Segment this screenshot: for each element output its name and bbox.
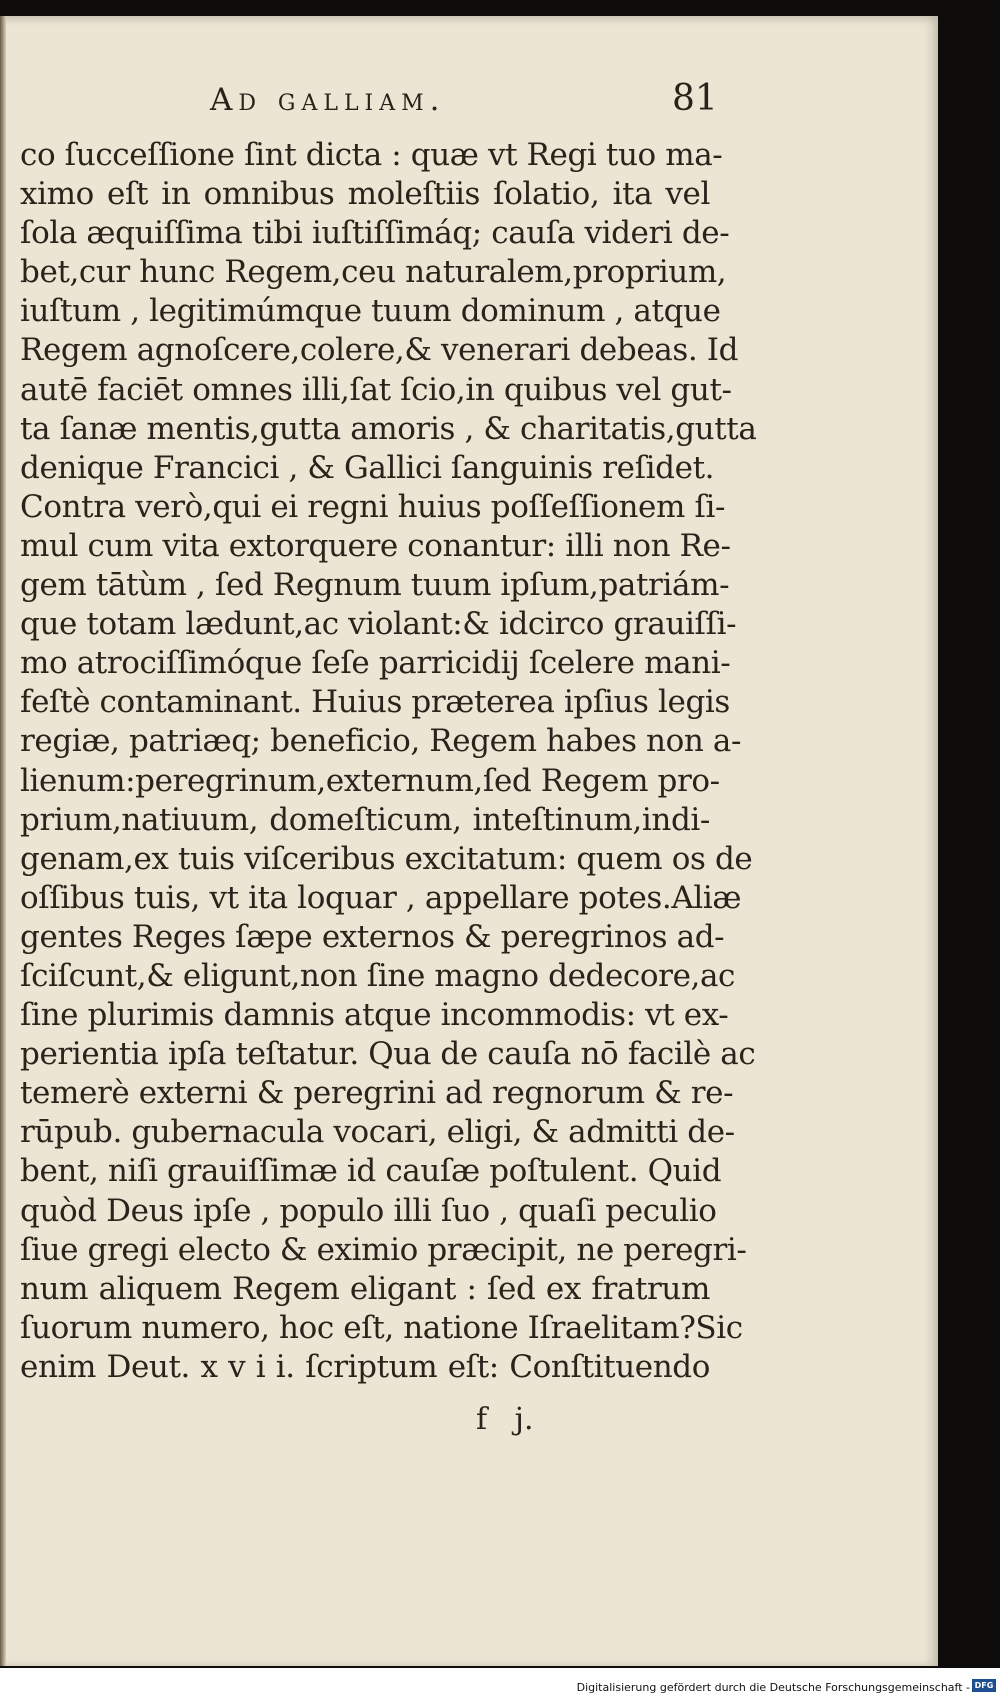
text-line: gentes Reges ſæpe externos & peregrinos ad- <box>20 918 725 955</box>
text-line: gem tātùm , ſed Regnum tuum ipſum,patriám- <box>20 567 730 604</box>
text-line: mo atrociſſimóque ſeſe parricidij ſcelere mani- <box>20 645 731 682</box>
text-line: que totam lædunt,ac violant:& idcirco grauiſſi- <box>20 606 737 643</box>
text-line: ſciſcunt,& eligunt,non ſine magno dedecore,ac <box>20 957 736 994</box>
text-line: ſine plurimis damnis atque incommodis: vt ex- <box>20 997 729 1034</box>
text-line: enim Deut. x v i i. ſcriptum eſt: Conſtituendo <box>20 1348 710 1385</box>
text-line: temerè externi & peregrini ad regnorum & re- <box>20 1075 734 1112</box>
text-line: lienum:peregrinum,externum,ſed Regem pro- <box>20 762 720 799</box>
page-gutter-shadow <box>0 16 6 1666</box>
text-line: mul cum vita extorquere conantur: illi non Re- <box>20 527 731 564</box>
page-header <box>0 70 938 130</box>
signature-mark: f j. <box>476 1402 534 1437</box>
body-text <box>20 136 757 1387</box>
text-line: ſiue gregi electo & eximio præcipit, ne peregri- <box>20 1231 747 1268</box>
text-line: quòd Deus ipſe , populo illi ſuo , quaſi peculio <box>20 1192 717 1229</box>
text-line: ximo eſt in omnibus moleſtiis ſolatio, ita vel <box>20 176 710 213</box>
digitization-credit: Digitalisierung gefördert durch die Deutsche Forschungsgemeinschaft - <box>576 1681 970 1694</box>
text-line: autē faciēt omnes illi,ſat ſcio,in quibus vel gut- <box>20 371 732 408</box>
text-line: feſtè contaminant. Huius prætereа ipſius legis <box>20 684 730 721</box>
text-line: rūpub. gubernacula vocari, eligi, & admitti de- <box>20 1114 735 1151</box>
text-line: oſſibus tuis, vt ita loquar , appellare potes.Aliæ <box>20 879 742 916</box>
text-line: denique Francici , & Gallici ſanguinis reſidet. <box>20 449 715 486</box>
text-line: prium,natiuum, domeſticum, inteſtinum,indi- <box>20 801 710 838</box>
running-title: Ad galliam. <box>210 82 446 118</box>
text-line: perientia ipſa teſtatur. Qua de cauſa nō facilè ac <box>20 1036 756 1073</box>
text-line: iuſtum , legitimúmque tuum dominum , atque <box>20 293 721 330</box>
text-line: co ſucceſſione ſint dicta : quæ vt Regi tuo ma- <box>20 137 723 173</box>
text-line: Regem agnoſcere,colere,& venerari debeas. Id <box>20 332 739 369</box>
page-number: 81 <box>672 78 718 119</box>
text-line: ſuorum numero, hoc eſt, natione Iſraelitam?Sic <box>20 1309 743 1346</box>
text-line: bent, niſi grauiſſimæ id cauſæ poſtulent. Quid <box>20 1153 722 1190</box>
text-line: genam,ex tuis viſceribus excitatum: quem os de <box>20 840 753 877</box>
text-line: ta ſanæ mentis,gutta amoris , & charitatis,gutta <box>20 410 757 447</box>
dfg-logo: DFG <box>972 1679 996 1692</box>
text-line: ſola æquiſſima tibi iuſtiſſimáq; cauſa videri de- <box>20 215 730 252</box>
text-line: bet,cur hunc Regem,ceu naturalem,proprium, <box>20 254 727 291</box>
text-line: regiæ, patriæq; beneficio, Regem habes non a- <box>20 723 742 760</box>
text-line: Contra verò,qui ei regni huius poſſeſſionem ſi- <box>20 488 726 525</box>
text-line: num aliquem Regem eligant : ſed ex fratrum <box>20 1270 710 1307</box>
